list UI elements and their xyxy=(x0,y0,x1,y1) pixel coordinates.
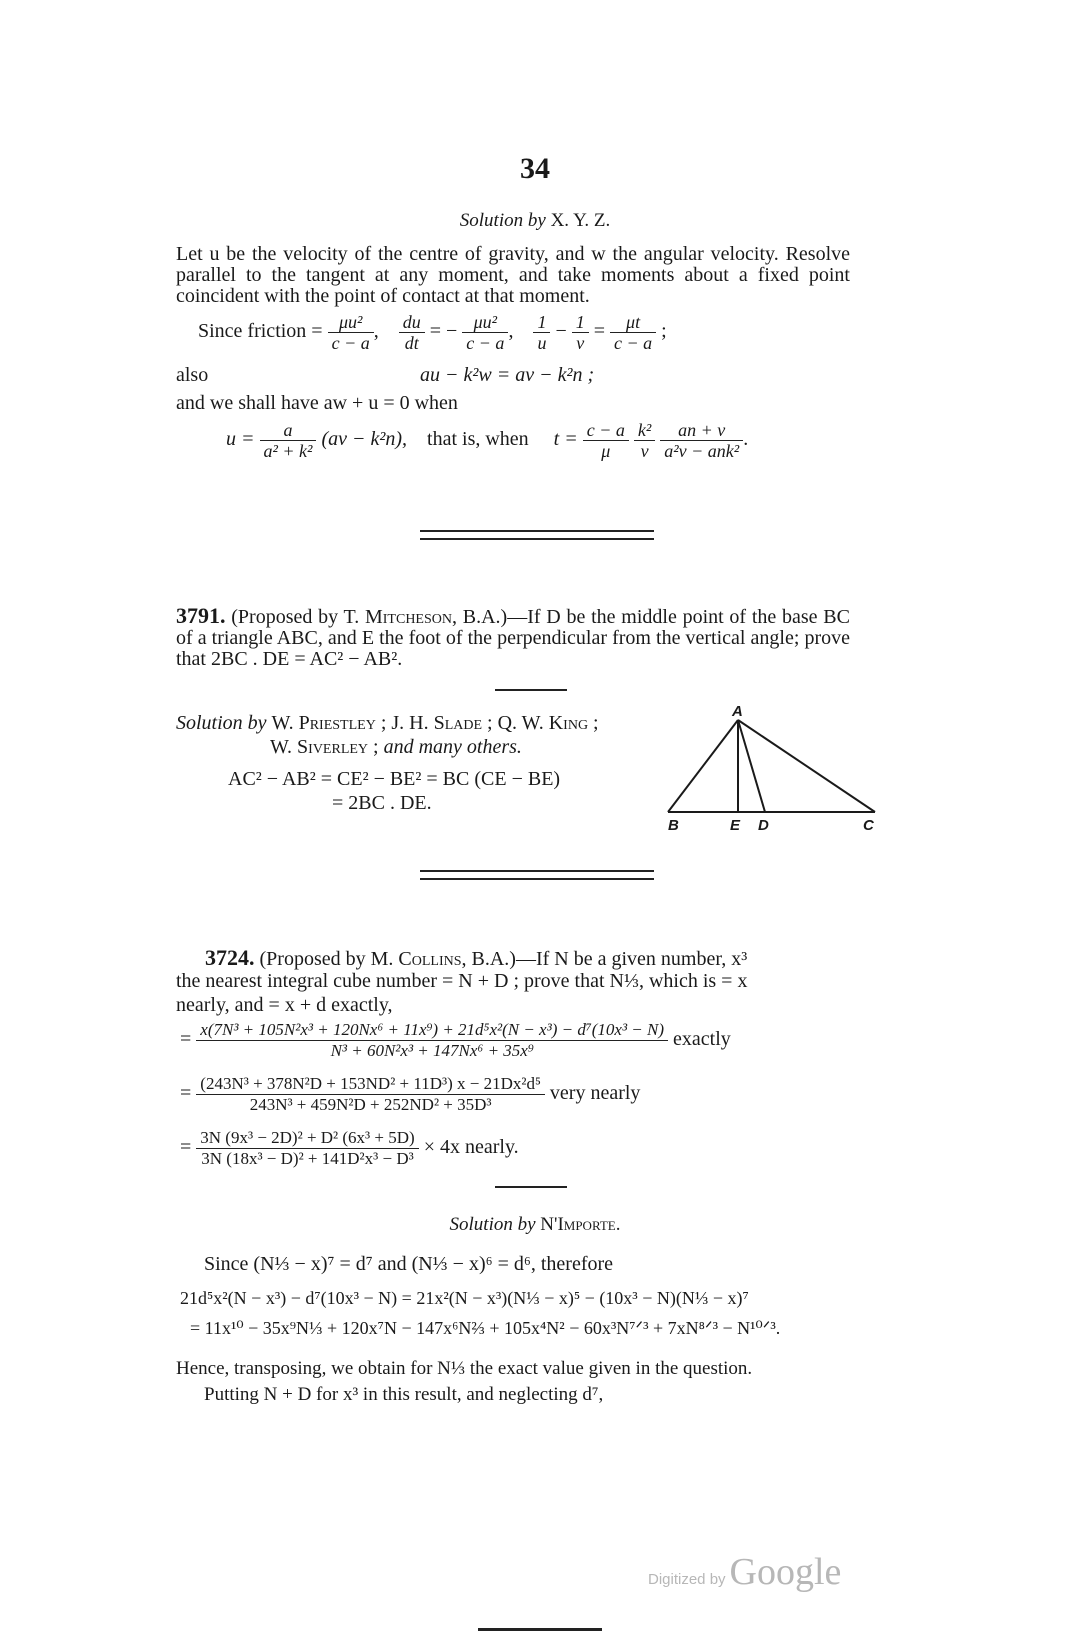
bottom-edge-rule xyxy=(478,1628,602,1631)
short-rule xyxy=(495,689,567,691)
u-equation: u = $\frac{a}{\text{a² + k²}}$ (av − k²n), that is, when t = $\frac{c - a}{\mu}$ $\frac{\text{k²}}{v}$ $\frac{an + v}{\text{a²v − ank²}}$ . xyxy=(226,420,749,461)
fraction xyxy=(533,312,550,353)
numerator: c − a xyxy=(583,420,629,441)
label-e: E xyxy=(730,817,741,834)
equals-sign: = xyxy=(180,1082,192,1105)
side-ac xyxy=(738,720,875,812)
numerator: 3N (9x³ − 2D)² + D² (6x³ + 5D) xyxy=(196,1128,418,1149)
denominator: v xyxy=(640,441,649,461)
numerator: (243N³ + 378N²D + 153ND² + 11D³) x − 21Dx²d⁵ xyxy=(196,1074,545,1095)
short-rule xyxy=(495,1186,567,1188)
numerator: k² xyxy=(634,420,655,441)
solution-by-label: Solution by xyxy=(176,712,267,734)
numerator: μt xyxy=(610,312,656,333)
solver-name: N'Importe. xyxy=(540,1214,621,1235)
fraction xyxy=(634,420,655,461)
since-friction-equation: Since friction = $\frac{\text{μu²}}{c - a}$ , $\frac{du}{dt}$ = − $\frac{\text{μu²}}{c - a}$ , $\frac{1}{u}$ − $\frac{1}{v}$ = $\frac{\mu t}{c - a}$ ; xyxy=(198,312,667,353)
solver-name: X. Y. Z. xyxy=(550,210,611,231)
denominator: c − a xyxy=(331,333,370,353)
numerator: μu² xyxy=(462,312,508,333)
denominator: 243N³ + 459N²D + 252ND² + 35D³ xyxy=(249,1095,492,1114)
denominator: μ xyxy=(601,441,611,461)
fraction xyxy=(610,312,656,353)
denominator: a² + k² xyxy=(263,441,313,461)
and-many-others: and many others. xyxy=(383,736,522,758)
expression-1 xyxy=(180,1020,731,1061)
median-ad xyxy=(738,720,765,812)
solution-by-label: Solution by xyxy=(449,1214,536,1235)
proposer-name: Mitcheson xyxy=(364,606,452,628)
q3724-line1 xyxy=(205,945,747,971)
importe-line-1: Since (N⅓ − x)⁷ = d⁷ and (N⅓ − x)⁶ = d⁶, therefore xyxy=(204,1253,614,1275)
label-c: C xyxy=(863,817,874,834)
u-equals: u = xyxy=(226,428,255,451)
numerator: du xyxy=(399,312,425,333)
nearly-label: × 4x nearly. xyxy=(423,1136,519,1159)
solution-by-label: Solution by xyxy=(459,210,546,231)
numerator: μu² xyxy=(328,312,374,333)
section-divider xyxy=(420,870,654,880)
numerator: a xyxy=(260,420,317,441)
denominator: 3N (18x³ − D)² + 141D²x³ − D³ xyxy=(201,1149,414,1168)
proposed-open: (Proposed by M. xyxy=(259,948,399,970)
section-divider xyxy=(420,530,654,540)
numerator: 1 xyxy=(572,312,589,333)
label-b: B xyxy=(668,817,679,834)
fraction xyxy=(196,1074,545,1115)
very-nearly-label: very nearly xyxy=(549,1082,641,1105)
q3724-line2: the nearest integral cube number = N + D ; prove that N⅓, which is = x xyxy=(176,970,748,992)
fraction xyxy=(196,1020,668,1061)
u-rest: (av − k²n), xyxy=(321,428,408,451)
denominator: a²v − ank² xyxy=(664,441,740,461)
denominator: N³ + 60N²x³ + 147Nx⁶ + 35x⁹ xyxy=(330,1041,534,1060)
numerator: x(7N³ + 105N²x³ + 120Nx⁶ + 11x⁹) + 21d⁵x²(N − x³) − d⁷(10x³ − N) xyxy=(196,1020,668,1041)
solver-names: W. Siverley ; xyxy=(270,736,379,758)
xyz-paragraph: Let u be the velocity of the centre of gravity, and w the angular velocity. Resolve parallel to the tangent at any moment, and take moments about a fixed point coincident with the point of contact at that moment. xyxy=(176,243,850,307)
question-text: , B.A.)—If D be the middle point of the base BC of a triangle ABC, and E the foot of the perpendicular from the vertical angle; prove that 2BC . DE = AC² − AB². xyxy=(176,606,850,670)
exactly-label: exactly xyxy=(673,1028,731,1051)
fraction xyxy=(328,312,374,353)
fraction xyxy=(196,1128,418,1169)
expression-3 xyxy=(180,1128,519,1169)
importe-line-2: 21d⁵x²(N − x³) − d⁷(10x³ − N) = 21x²(N − x³)(N⅓ − x)⁵ − (10x³ − N)(N⅓ − x)⁷ xyxy=(180,1288,749,1308)
question-3791 xyxy=(176,605,850,670)
also-label: also xyxy=(176,364,209,386)
question-number: 3791. xyxy=(176,603,226,628)
label-d: D xyxy=(758,817,769,834)
shall-have-line: and we shall have aw + u = 0 when xyxy=(176,392,458,414)
eq-3791-line2: = 2BC . DE. xyxy=(332,792,432,814)
importe-line-5: Putting N + D for x³ in this result, and neglecting d⁷, xyxy=(204,1384,604,1405)
page-number: 34 xyxy=(520,152,550,185)
google-logo: Google xyxy=(729,1551,842,1593)
denominator: v xyxy=(576,333,585,353)
equals-sign: = xyxy=(180,1028,192,1051)
denominator: c − a xyxy=(614,333,653,353)
fraction xyxy=(572,312,589,353)
triangle-figure xyxy=(660,700,890,835)
that-is-label: that is, when xyxy=(427,428,529,451)
numerator: 1 xyxy=(533,312,550,333)
fraction xyxy=(399,312,425,353)
solution-heading-xyz xyxy=(0,210,1070,232)
also-equation: au − k²w = av − k²n ; xyxy=(420,364,595,386)
importe-line-3: = 11x¹⁰ − 35x⁹N⅓ + 120x⁷N − 147x⁶N⅔ + 105x⁴N² − 60x³N⁷ᐟ³ + 7xN⁸ᐟ³ − N¹⁰ᐟ³. xyxy=(190,1318,781,1338)
since-friction-label: Since friction = xyxy=(198,320,323,343)
equals-sign: = xyxy=(180,1136,192,1159)
proposed-open: (Proposed by T. xyxy=(231,606,365,628)
solver-names: W. Priestley ; J. H. Slade ; Q. W. King ; xyxy=(271,712,599,734)
label-a: A xyxy=(732,703,743,720)
t-equals: t = xyxy=(553,428,578,451)
question-text: , B.A.)—If N be a given number, x³ xyxy=(461,948,748,970)
solvers-line-1 xyxy=(176,712,599,735)
side-ab xyxy=(668,720,738,812)
fraction xyxy=(462,312,508,353)
fraction xyxy=(260,420,317,461)
eq-3791-line1: AC² − AB² = CE² − BE² = BC (CE − BE) xyxy=(228,768,561,790)
digitized-watermark xyxy=(648,1550,841,1594)
solution-heading-nimporte xyxy=(0,1214,1070,1236)
question-number: 3724. xyxy=(205,945,255,970)
solvers-line-2 xyxy=(270,736,522,759)
q3724-line3: nearly, and = x + d exactly, xyxy=(176,994,393,1016)
watermark-prefix: Digitized by xyxy=(648,1571,726,1588)
expression-2 xyxy=(180,1074,640,1115)
importe-line-4: Hence, transposing, we obtain for N⅓ the exact value given in the question. xyxy=(176,1358,753,1379)
fraction xyxy=(583,420,629,461)
operator: = − xyxy=(429,320,458,343)
numerator: an + v xyxy=(660,420,743,441)
denominator: dt xyxy=(404,333,419,353)
denominator: u xyxy=(537,333,547,353)
fraction xyxy=(660,420,743,461)
proposer-name: Collins xyxy=(398,948,462,970)
denominator: c − a xyxy=(466,333,505,353)
